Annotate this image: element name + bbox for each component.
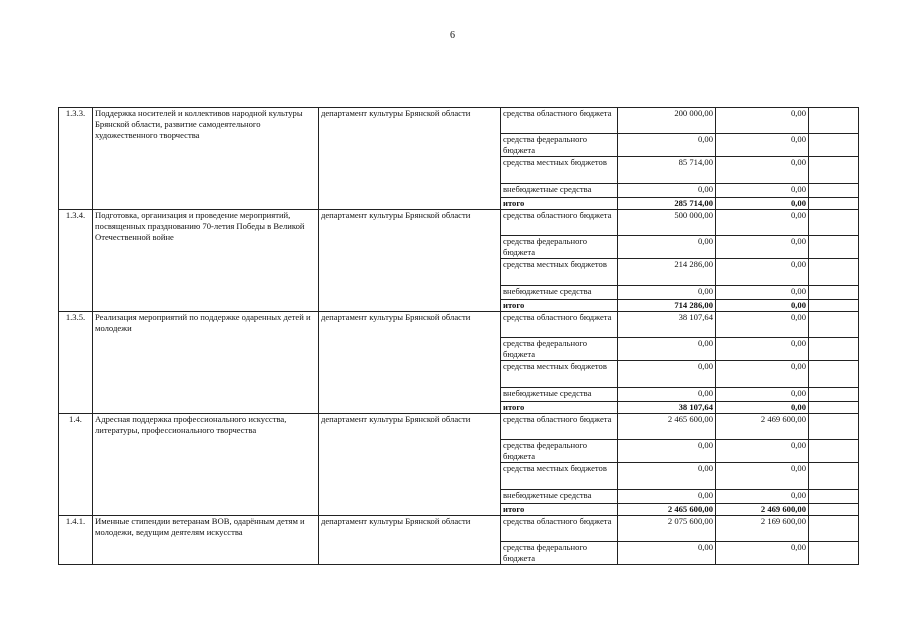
amount-year-1: 0,00 [618, 184, 716, 198]
amount-year-3 [809, 542, 859, 565]
funding-source: средства федерального бюджета [501, 440, 618, 463]
budget-table-body [59, 108, 859, 565]
responsible-department: департамент культуры Брянской области [319, 414, 501, 516]
activity-title: Именные стипендии ветеранам ВОВ, одарённым детям и молодежи, ведущим деятелям искусства [93, 516, 319, 565]
amount-year-3 [809, 300, 859, 312]
amount-year-3 [809, 388, 859, 402]
activity-title: Поддержка носителей и коллективов народной культуры Брянской области, развитие самодеятельного художественного творчества [93, 108, 319, 210]
amount-year-2: 0,00 [716, 259, 809, 286]
responsible-department: департамент культуры Брянской области [319, 516, 501, 565]
funding-source: средства областного бюджета [501, 210, 618, 236]
amount-year-1: 214 286,00 [618, 259, 716, 286]
amount-year-1: 0,00 [618, 490, 716, 504]
table-row [59, 210, 859, 236]
funding-source: внебюджетные средства [501, 286, 618, 300]
funding-source: средства местных бюджетов [501, 157, 618, 184]
amount-year-3 [809, 134, 859, 157]
amount-year-3 [809, 463, 859, 490]
amount-year-1: 714 286,00 [618, 300, 716, 312]
amount-year-2: 0,00 [716, 236, 809, 259]
amount-year-3 [809, 504, 859, 516]
funding-source: средства местных бюджетов [501, 463, 618, 490]
amount-year-2: 2 469 600,00 [716, 414, 809, 440]
amount-year-2: 0,00 [716, 300, 809, 312]
amount-year-2: 0,00 [716, 490, 809, 504]
amount-year-3 [809, 312, 859, 338]
funding-source: итого [501, 300, 618, 312]
amount-year-2: 0,00 [716, 402, 809, 414]
table-row [59, 312, 859, 338]
funding-source: внебюджетные средства [501, 184, 618, 198]
amount-year-3 [809, 490, 859, 504]
amount-year-3 [809, 414, 859, 440]
amount-year-3 [809, 210, 859, 236]
amount-year-2: 0,00 [716, 210, 809, 236]
amount-year-1: 285 714,00 [618, 198, 716, 210]
amount-year-3 [809, 157, 859, 184]
amount-year-1: 2 075 600,00 [618, 516, 716, 542]
funding-source: итого [501, 198, 618, 210]
funding-source: средства областного бюджета [501, 516, 618, 542]
amount-year-3 [809, 184, 859, 198]
amount-year-1: 0,00 [618, 361, 716, 388]
funding-source: итого [501, 402, 618, 414]
amount-year-1: 2 465 600,00 [618, 414, 716, 440]
amount-year-3 [809, 259, 859, 286]
responsible-department: департамент культуры Брянской области [319, 210, 501, 312]
amount-year-2: 0,00 [716, 198, 809, 210]
amount-year-3 [809, 402, 859, 414]
amount-year-2: 0,00 [716, 542, 809, 565]
budget-table [58, 107, 859, 565]
amount-year-2: 2 469 600,00 [716, 504, 809, 516]
amount-year-3 [809, 440, 859, 463]
amount-year-1: 0,00 [618, 236, 716, 259]
row-number: 1.4. [59, 414, 93, 516]
table-row [59, 516, 859, 542]
funding-source: внебюджетные средства [501, 490, 618, 504]
amount-year-2: 0,00 [716, 440, 809, 463]
table-row [59, 108, 859, 134]
amount-year-2: 0,00 [716, 361, 809, 388]
responsible-department: департамент культуры Брянской области [319, 108, 501, 210]
amount-year-1: 0,00 [618, 134, 716, 157]
row-number: 1.3.3. [59, 108, 93, 210]
funding-source: средства местных бюджетов [501, 361, 618, 388]
page-number: 6 [450, 30, 455, 41]
amount-year-2: 0,00 [716, 463, 809, 490]
amount-year-1: 500 000,00 [618, 210, 716, 236]
funding-source: внебюджетные средства [501, 388, 618, 402]
responsible-department: департамент культуры Брянской области [319, 312, 501, 414]
amount-year-2: 0,00 [716, 338, 809, 361]
amount-year-1: 0,00 [618, 440, 716, 463]
amount-year-3 [809, 516, 859, 542]
amount-year-2: 0,00 [716, 388, 809, 402]
amount-year-1: 38 107,64 [618, 312, 716, 338]
amount-year-1: 0,00 [618, 542, 716, 565]
activity-title: Реализация мероприятий по поддержке одаренных детей и молодежи [93, 312, 319, 414]
amount-year-2: 2 169 600,00 [716, 516, 809, 542]
amount-year-1: 0,00 [618, 388, 716, 402]
funding-source: средства федерального бюджета [501, 338, 618, 361]
activity-title: Подготовка, организация и проведение мероприятий, посвященных празднованию 70-летия Победы в Великой Отечественной войне [93, 210, 319, 312]
funding-source: средства областного бюджета [501, 312, 618, 338]
amount-year-2: 0,00 [716, 157, 809, 184]
funding-source: итого [501, 504, 618, 516]
amount-year-1: 2 465 600,00 [618, 504, 716, 516]
amount-year-1: 38 107,64 [618, 402, 716, 414]
funding-source: средства федерального бюджета [501, 134, 618, 157]
amount-year-3 [809, 236, 859, 259]
amount-year-2: 0,00 [716, 184, 809, 198]
amount-year-1: 85 714,00 [618, 157, 716, 184]
table-row [59, 414, 859, 440]
amount-year-3 [809, 338, 859, 361]
amount-year-1: 0,00 [618, 286, 716, 300]
amount-year-2: 0,00 [716, 134, 809, 157]
funding-source: средства областного бюджета [501, 108, 618, 134]
activity-title: Адресная поддержка профессионального искусства, литературы, профессионального творчества [93, 414, 319, 516]
amount-year-1: 200 000,00 [618, 108, 716, 134]
amount-year-1: 0,00 [618, 338, 716, 361]
row-number: 1.3.5. [59, 312, 93, 414]
amount-year-1: 0,00 [618, 463, 716, 490]
funding-source: средства федерального бюджета [501, 236, 618, 259]
amount-year-2: 0,00 [716, 108, 809, 134]
amount-year-2: 0,00 [716, 286, 809, 300]
funding-source: средства областного бюджета [501, 414, 618, 440]
row-number: 1.3.4. [59, 210, 93, 312]
row-number: 1.4.1. [59, 516, 93, 565]
amount-year-2: 0,00 [716, 312, 809, 338]
funding-source: средства местных бюджетов [501, 259, 618, 286]
funding-source: средства федерального бюджета [501, 542, 618, 565]
amount-year-3 [809, 286, 859, 300]
amount-year-3 [809, 198, 859, 210]
amount-year-3 [809, 361, 859, 388]
amount-year-3 [809, 108, 859, 134]
